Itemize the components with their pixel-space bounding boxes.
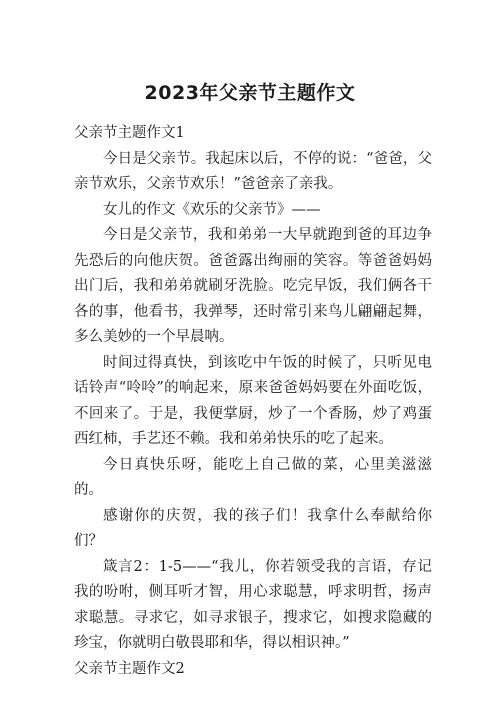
document-title: 2023年父亲节主题作文	[144, 82, 356, 104]
paragraph: 女儿的作文《欢乐的父亲节》——	[103, 201, 321, 218]
section-heading-2: 父亲节主题作文2	[74, 660, 185, 677]
paragraph: 今日真快乐呀，能吃上自己做的菜，心里美滋滋的。	[74, 456, 432, 498]
paragraph: 今日是父亲节，我和弟弟一大早就跑到爸的耳边争先恐后的向他庆贺。爸爸露出绚丽的笑容。等爸爸妈妈出门后，我和弟弟就刷牙洗脸。吃完早饭，我们俩各干各的事，他看书，我弹琴，还时常引来鸟儿翩翩起舞，多么美妙的一个早晨呐。	[74, 227, 432, 345]
document-body	[74, 121, 432, 682]
paragraph: 时间过得真快，到该吃中午饭的时候了，只听见电话铃声“呤呤”的响起来，原来爸爸妈妈要在外面吃饭，不回来了。于是，我便掌厨，炒了一个香肠，炒了鸡蛋西红柿，手艺还不赖。我和弟弟快乐的吃了起来。	[74, 354, 432, 447]
paragraph: 感谢你的庆贺，我的孩子们！我拿什么奉献给你们？	[74, 507, 432, 549]
section-heading-1: 父亲节主题作文1	[74, 125, 185, 141]
paragraph: 箴言2：1-5——“我儿，你若领受我的言语，存记我的吩咐，侧耳听才智，用心求聪慧，呼求明哲，扬声求聪慧。寻求它，如寻求银子，搜求它，如搜求隐藏的珍宝，你就明白敬畏耶和华，得以相识神。”	[74, 558, 432, 651]
paragraph: 今日是父亲节。我起床以后，不停的说：“爸爸，父亲节欢乐，父亲节欢乐！”爸爸亲了亲我。	[74, 150, 432, 192]
